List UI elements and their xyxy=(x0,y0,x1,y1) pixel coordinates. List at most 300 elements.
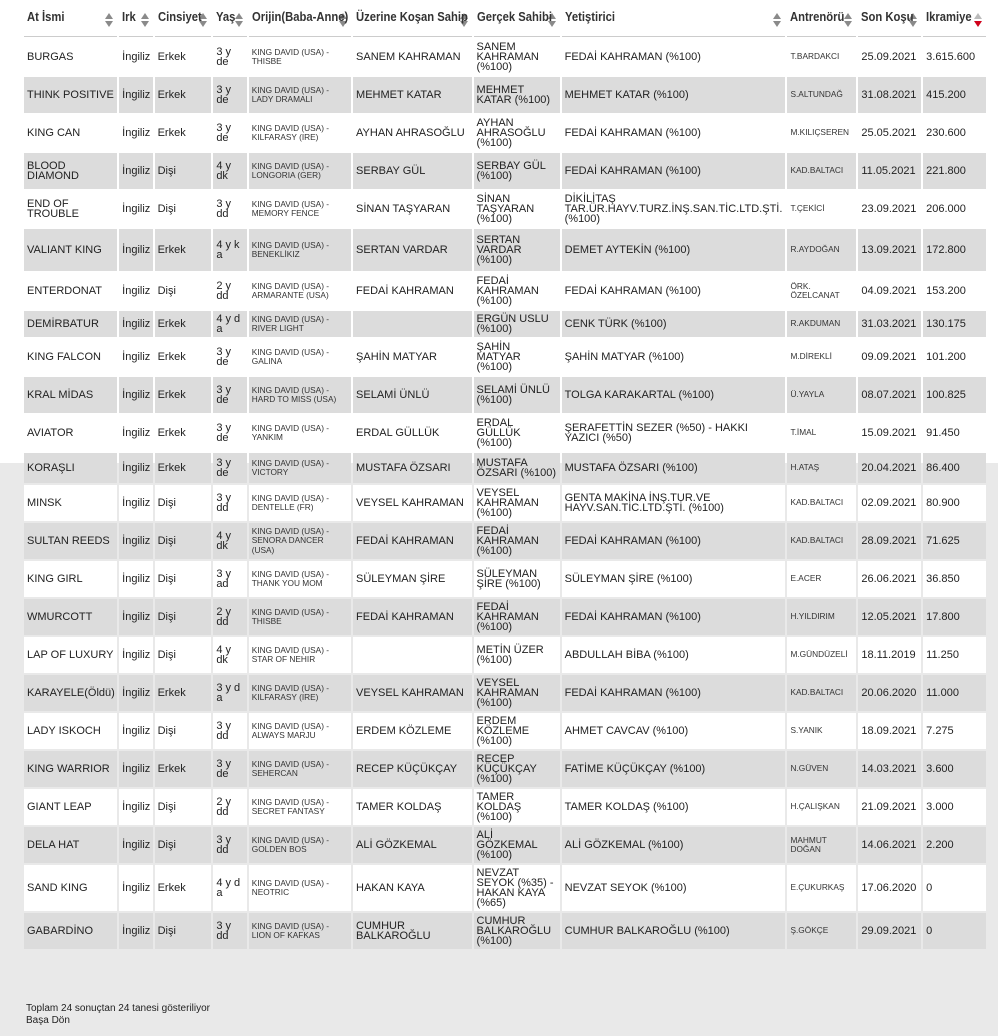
table-row[interactable] xyxy=(24,523,986,559)
horse-name-cell[interactable]: GABARDİNO xyxy=(24,913,117,949)
owner-cell: SÜLEYMAN ŞİRE xyxy=(353,561,472,597)
breeder-cell: TOLGA KARAKARTAL (%100) xyxy=(562,377,786,413)
owner-cell: FEDAİ KAHRAMAN xyxy=(353,273,472,309)
breeder-cell: ŞAHİN MATYAR (%100) xyxy=(562,339,786,375)
prize-cell: 71.625 xyxy=(923,523,986,559)
horse-name-cell[interactable]: KING WARRIOR xyxy=(24,751,117,787)
age-cell: 3 y dd xyxy=(213,191,246,227)
column-header-owner[interactable] xyxy=(353,0,472,37)
breeder-cell: FEDAİ KAHRAMAN (%100) xyxy=(562,115,786,151)
prize-cell: 36.850 xyxy=(923,561,986,597)
table-row[interactable] xyxy=(24,339,986,375)
column-header-label: Üzerine Koşan Sahip xyxy=(356,10,468,24)
origin-cell: KING DAVID (USA) - YANKIM xyxy=(249,415,351,451)
last-race-cell: 23.09.2021 xyxy=(858,191,921,227)
column-header-trainer[interactable] xyxy=(787,0,856,37)
origin-cell: KING DAVID (USA) - STAR OF NEHIR xyxy=(249,637,351,673)
last-race-cell: 18.11.2019 xyxy=(858,637,921,673)
table-row[interactable] xyxy=(24,311,986,337)
table-row[interactable] xyxy=(24,415,986,451)
last-race-cell: 12.05.2021 xyxy=(858,599,921,635)
owner-cell: CUMHUR BALKAROĞLU xyxy=(353,913,472,949)
column-header-breeder[interactable] xyxy=(562,0,786,37)
column-header-gender[interactable] xyxy=(155,0,212,37)
age-cell: 3 y de xyxy=(213,751,246,787)
trainer-cell: KAD.BALTACI xyxy=(787,485,856,521)
table-footer xyxy=(26,1003,210,1027)
horse-name-cell[interactable]: DEMİRBATUR xyxy=(24,311,117,337)
prize-cell: 153.200 xyxy=(923,273,986,309)
horse-name-cell[interactable]: KING CAN xyxy=(24,115,117,151)
column-header-label: Yaş xyxy=(216,10,236,24)
real-owner-cell: SANEM KAHRAMAN (%100) xyxy=(474,39,560,75)
last-race-cell: 15.09.2021 xyxy=(858,415,921,451)
column-header-label: Ikramiye xyxy=(926,10,972,24)
prize-cell: 11.250 xyxy=(923,637,986,673)
last-race-cell: 02.09.2021 xyxy=(858,485,921,521)
owner-cell: TAMER KOLDAŞ xyxy=(353,789,472,825)
gender-cell: Dişi xyxy=(155,827,212,863)
horse-name-cell[interactable]: KORAŞLI xyxy=(24,453,117,483)
trainer-cell: T.İMAL xyxy=(787,415,856,451)
owner-cell: RECEP KÜÇÜKÇAY xyxy=(353,751,472,787)
prize-cell: 100.825 xyxy=(923,377,986,413)
table-row[interactable] xyxy=(24,561,986,597)
owner-cell xyxy=(353,311,472,337)
table-row[interactable] xyxy=(24,115,986,151)
last-race-cell: 21.09.2021 xyxy=(858,789,921,825)
sort-icon[interactable] xyxy=(141,12,149,28)
trainer-cell: Ş.GÖKÇE xyxy=(787,913,856,949)
age-cell: 4 y d a xyxy=(213,865,246,911)
prize-cell: 91.450 xyxy=(923,415,986,451)
gender-cell: Erkek xyxy=(155,453,212,483)
breed-cell: İngiliz xyxy=(119,273,152,309)
breeder-cell: MEHMET KATAR (%100) xyxy=(562,77,786,113)
sort-desc-icon[interactable] xyxy=(974,12,982,28)
trainer-cell: ÖRK. ÖZELCANAT xyxy=(787,273,856,309)
age-cell: 3 y de xyxy=(213,453,246,483)
origin-cell: KING DAVID (USA) - GOLDEN BOS xyxy=(249,827,351,863)
gender-cell: Dişi xyxy=(155,599,212,635)
age-cell: 2 y dd xyxy=(213,599,246,635)
owner-cell: HAKAN KAYA xyxy=(353,865,472,911)
column-header-breed[interactable] xyxy=(119,0,152,37)
table-row[interactable] xyxy=(24,713,986,749)
breeder-cell: FEDAİ KAHRAMAN (%100) xyxy=(562,153,786,189)
horse-name-cell[interactable]: SULTAN REEDS xyxy=(24,523,117,559)
trainer-cell: N.GÜVEN xyxy=(787,751,856,787)
last-race-cell: 26.06.2021 xyxy=(858,561,921,597)
origin-cell: KING DAVID (USA) - SENORA DANCER (USA) xyxy=(249,523,351,559)
origin-cell: KING DAVID (USA) - SEHERCAN xyxy=(249,751,351,787)
trainer-cell: R.AYDOĞAN xyxy=(787,229,856,271)
horse-name-cell[interactable]: END OF TROUBLE xyxy=(24,191,117,227)
table-row[interactable] xyxy=(24,637,986,673)
horse-table xyxy=(22,0,988,951)
prize-cell: 0 xyxy=(923,913,986,949)
owner-cell: MEHMET KATAR xyxy=(353,77,472,113)
breeder-cell: FEDAİ KAHRAMAN (%100) xyxy=(562,523,786,559)
sort-icon[interactable] xyxy=(773,12,781,28)
prize-cell: 130.175 xyxy=(923,311,986,337)
horse-name-cell[interactable]: AVIATOR xyxy=(24,415,117,451)
owner-cell: FEDAİ KAHRAMAN xyxy=(353,523,472,559)
breeder-cell: MUSTAFA ÖZSARI (%100) xyxy=(562,453,786,483)
horse-name-cell[interactable]: BLOOD DIAMOND xyxy=(24,153,117,189)
age-cell: 4 y dk xyxy=(213,637,246,673)
age-cell: 3 y de xyxy=(213,377,246,413)
breed-cell: İngiliz xyxy=(119,115,152,151)
column-header-origin[interactable] xyxy=(249,0,351,37)
breed-cell: İngiliz xyxy=(119,827,152,863)
prize-cell: 230.600 xyxy=(923,115,986,151)
origin-cell: KING DAVID (USA) - ALWAYS MARJU xyxy=(249,713,351,749)
age-cell: 2 y dd xyxy=(213,789,246,825)
gender-cell: Dişi xyxy=(155,273,212,309)
gender-cell: Dişi xyxy=(155,191,212,227)
column-header-last-race[interactable] xyxy=(858,0,921,37)
real-owner-cell: ALİ GÖZKEMAL (%100) xyxy=(474,827,560,863)
real-owner-cell: MUSTAFA ÖZSARI (%100) xyxy=(474,453,560,483)
horse-name-cell[interactable]: KING FALCON xyxy=(24,339,117,375)
table-row[interactable] xyxy=(24,485,986,521)
prize-cell: 86.400 xyxy=(923,453,986,483)
column-header-horse-name[interactable] xyxy=(24,0,117,37)
gender-cell: Dişi xyxy=(155,789,212,825)
horse-name-cell[interactable]: ENTERDONAT xyxy=(24,273,117,309)
horse-name-cell[interactable]: BURGAS xyxy=(24,39,117,75)
age-cell: 3 y dd xyxy=(213,713,246,749)
table-row[interactable] xyxy=(24,453,986,483)
real-owner-cell: FEDAİ KAHRAMAN (%100) xyxy=(474,599,560,635)
origin-cell: KING DAVID (USA) - NEOTRIC xyxy=(249,865,351,911)
breed-cell: İngiliz xyxy=(119,485,152,521)
table-row[interactable] xyxy=(24,827,986,863)
column-header-prize[interactable] xyxy=(923,0,986,37)
sort-icon[interactable] xyxy=(105,12,113,28)
breed-cell: İngiliz xyxy=(119,637,152,673)
horse-name-cell[interactable]: WMURCOTT xyxy=(24,599,117,635)
breeder-cell: CUMHUR BALKAROĞLU (%100) xyxy=(562,913,786,949)
breed-cell: İngiliz xyxy=(119,339,152,375)
last-race-cell: 14.06.2021 xyxy=(858,827,921,863)
trainer-cell: E.ÇUKURKAŞ xyxy=(787,865,856,911)
gender-cell: Dişi xyxy=(155,561,212,597)
column-header-label: Gerçek Sahibi xyxy=(476,10,552,24)
table-row[interactable] xyxy=(24,865,986,911)
trainer-cell: Ü.YAYLA xyxy=(787,377,856,413)
prize-cell: 3.615.600 xyxy=(923,39,986,75)
last-race-cell: 20.04.2021 xyxy=(858,453,921,483)
last-race-cell: 25.09.2021 xyxy=(858,39,921,75)
result-summary: Toplam 24 sonuçtan 24 tanesi gösteriliyor xyxy=(26,1003,210,1014)
origin-cell: KING DAVID (USA) - VICTORY xyxy=(249,453,351,483)
owner-cell: AYHAN AHRASOĞLU xyxy=(353,115,472,151)
trainer-cell: KAD.BALTACI xyxy=(787,523,856,559)
last-race-cell: 25.05.2021 xyxy=(858,115,921,151)
gender-cell: Erkek xyxy=(155,39,212,75)
last-race-cell: 17.06.2020 xyxy=(858,865,921,911)
column-header-label: Yetiştirici xyxy=(564,10,615,24)
prize-cell: 415.200 xyxy=(923,77,986,113)
table-body xyxy=(24,39,986,949)
breed-cell: İngiliz xyxy=(119,561,152,597)
breeder-cell: FATİME KÜÇÜKÇAY (%100) xyxy=(562,751,786,787)
trainer-cell: R.AKDUMAN xyxy=(787,311,856,337)
owner-cell: SANEM KAHRAMAN xyxy=(353,39,472,75)
horse-name-cell[interactable]: LAP OF LUXURY xyxy=(24,637,117,673)
owner-cell: SELAMİ ÜNLÜ xyxy=(353,377,472,413)
breeder-cell: ŞERAFETTİN SEZER (%50) - HAKKI YAZICI (%50) xyxy=(562,415,786,451)
column-header-real-owner[interactable] xyxy=(474,0,560,37)
breed-cell: İngiliz xyxy=(119,311,152,337)
trainer-cell: M.KILIÇSEREN xyxy=(787,115,856,151)
real-owner-cell: CUMHUR BALKAROĞLU (%100) xyxy=(474,913,560,949)
gender-cell: Dişi xyxy=(155,637,212,673)
horse-name-cell[interactable]: VALIANT KING xyxy=(24,229,117,271)
origin-cell: KING DAVID (USA) - THISBE xyxy=(249,599,351,635)
origin-cell: KING DAVID (USA) - MEMORY FENCE xyxy=(249,191,351,227)
trainer-cell: M.DİREKLİ xyxy=(787,339,856,375)
real-owner-cell: AYHAN AHRASOĞLU (%100) xyxy=(474,115,560,151)
last-race-cell: 31.08.2021 xyxy=(858,77,921,113)
real-owner-cell: METİN ÜZER (%100) xyxy=(474,637,560,673)
last-race-cell: 08.07.2021 xyxy=(858,377,921,413)
prize-cell: 3.600 xyxy=(923,751,986,787)
sort-icon[interactable] xyxy=(235,12,243,28)
origin-cell: KING DAVID (USA) - LION OF KAFKAS xyxy=(249,913,351,949)
breed-cell: İngiliz xyxy=(119,39,152,75)
real-owner-cell: SELAMİ ÜNLÜ (%100) xyxy=(474,377,560,413)
age-cell: 3 y d a xyxy=(213,675,246,711)
last-race-cell: 09.09.2021 xyxy=(858,339,921,375)
trainer-cell: KAD.BALTACI xyxy=(787,153,856,189)
origin-cell: KING DAVID (USA) - THISBE xyxy=(249,39,351,75)
owner-cell: ALİ GÖZKEMAL xyxy=(353,827,472,863)
prize-cell: 0 xyxy=(923,865,986,911)
table-row[interactable] xyxy=(24,675,986,711)
breed-cell: İngiliz xyxy=(119,77,152,113)
owner-cell: ŞAHİN MATYAR xyxy=(353,339,472,375)
origin-cell: KING DAVID (USA) - BENEKLİKIZ xyxy=(249,229,351,271)
origin-cell: KING DAVID (USA) - LADY DRAMALI xyxy=(249,77,351,113)
column-header-label: Irk xyxy=(122,10,136,24)
age-cell: 3 y de xyxy=(213,39,246,75)
last-race-cell: 04.09.2021 xyxy=(858,273,921,309)
gender-cell: Erkek xyxy=(155,675,212,711)
real-owner-cell: ŞAHİN MATYAR (%100) xyxy=(474,339,560,375)
horse-name-cell[interactable]: GIANT LEAP xyxy=(24,789,117,825)
origin-cell: KING DAVID (USA) - LONGORIA (GER) xyxy=(249,153,351,189)
gender-cell: Erkek xyxy=(155,229,212,271)
breed-cell: İngiliz xyxy=(119,523,152,559)
back-to-top-link[interactable]: Başa Dön xyxy=(26,1015,70,1026)
gender-cell: Erkek xyxy=(155,377,212,413)
last-race-cell: 29.09.2021 xyxy=(858,913,921,949)
gender-cell: Erkek xyxy=(155,311,212,337)
age-cell: 4 y dk xyxy=(213,153,246,189)
last-race-cell: 11.05.2021 xyxy=(858,153,921,189)
owner-cell: MUSTAFA ÖZSARI xyxy=(353,453,472,483)
real-owner-cell: ERDEM KÖZLEME (%100) xyxy=(474,713,560,749)
breed-cell: İngiliz xyxy=(119,191,152,227)
prize-cell: 11.000 xyxy=(923,675,986,711)
last-race-cell: 28.09.2021 xyxy=(858,523,921,559)
horse-name-cell[interactable]: DELA HAT xyxy=(24,827,117,863)
origin-cell: KING DAVID (USA) - GALINA xyxy=(249,339,351,375)
breeder-cell: SÜLEYMAN ŞİRE (%100) xyxy=(562,561,786,597)
real-owner-cell: VEYSEL KAHRAMAN (%100) xyxy=(474,675,560,711)
table-row[interactable] xyxy=(24,153,986,189)
table-row[interactable] xyxy=(24,229,986,271)
breeder-cell: FEDAİ KAHRAMAN (%100) xyxy=(562,39,786,75)
age-cell: 4 y dk xyxy=(213,523,246,559)
origin-cell: KING DAVID (USA) - THANK YOU MOM xyxy=(249,561,351,597)
breed-cell: İngiliz xyxy=(119,153,152,189)
horse-name-cell[interactable]: THINK POSITIVE xyxy=(24,77,117,113)
breeder-cell: FEDAİ KAHRAMAN (%100) xyxy=(562,599,786,635)
owner-cell: SERBAY GÜL xyxy=(353,153,472,189)
prize-cell: 2.200 xyxy=(923,827,986,863)
table-row[interactable] xyxy=(24,77,986,113)
trainer-cell: T.ÇEKİCİ xyxy=(787,191,856,227)
prize-cell: 7.275 xyxy=(923,713,986,749)
breed-cell: İngiliz xyxy=(119,713,152,749)
horse-name-cell[interactable]: KRAL MİDAS xyxy=(24,377,117,413)
owner-cell: SERTAN VARDAR xyxy=(353,229,472,271)
table-row[interactable] xyxy=(24,39,986,75)
origin-cell: KING DAVID (USA) - DENTELLE (FR) xyxy=(249,485,351,521)
breeder-cell: FEDAİ KAHRAMAN (%100) xyxy=(562,273,786,309)
horse-name-cell[interactable]: MINSK xyxy=(24,485,117,521)
breeder-cell: GENTA MAKİNA İNŞ.TUR.VE HAYV.SAN.TİC.LTD.ŞTİ. (%100) xyxy=(562,485,786,521)
real-owner-cell: FEDAİ KAHRAMAN (%100) xyxy=(474,523,560,559)
breeder-cell: CENK TÜRK (%100) xyxy=(562,311,786,337)
column-header-age[interactable] xyxy=(213,0,246,37)
origin-cell: KING DAVID (USA) - KILFARASY (IRE) xyxy=(249,675,351,711)
origin-cell: KING DAVID (USA) - SECRET FANTASY xyxy=(249,789,351,825)
table-row[interactable] xyxy=(24,377,986,413)
breed-cell: İngiliz xyxy=(119,865,152,911)
trainer-cell: H.ÇALIŞKAN xyxy=(787,789,856,825)
owner-cell: VEYSEL KAHRAMAN xyxy=(353,485,472,521)
owner-cell: ERDAL GÜLLÜK xyxy=(353,415,472,451)
owner-cell: FEDAİ KAHRAMAN xyxy=(353,599,472,635)
gender-cell: Erkek xyxy=(155,415,212,451)
origin-cell: KING DAVID (USA) - ARMARANTE (USA) xyxy=(249,273,351,309)
age-cell: 3 y dd xyxy=(213,485,246,521)
trainer-cell: H.ATAŞ xyxy=(787,453,856,483)
breed-cell: İngiliz xyxy=(119,415,152,451)
breeder-cell: AHMET CAVCAV (%100) xyxy=(562,713,786,749)
table-row[interactable] xyxy=(24,789,986,825)
prize-cell: 101.200 xyxy=(923,339,986,375)
table-row[interactable] xyxy=(24,913,986,949)
owner-cell: SİNAN TAŞYARAN xyxy=(353,191,472,227)
column-header-label: Antrenörü xyxy=(790,10,845,24)
breeder-cell: NEVZAT SEYOK (%100) xyxy=(562,865,786,911)
table-row[interactable] xyxy=(24,599,986,635)
table-row[interactable] xyxy=(24,191,986,227)
trainer-cell: M.GÜNDÜZELİ xyxy=(787,637,856,673)
breeder-cell: DİKİLİTAŞ TAR.ÜR.HAYV.TURZ.İNŞ.SAN.TİC.LTD.ŞTİ. (%100) xyxy=(562,191,786,227)
real-owner-cell: NEVZAT SEYOK (%35) - HAKAN KAYA (%65) xyxy=(474,865,560,911)
trainer-cell: H.YILDIRIM xyxy=(787,599,856,635)
horse-name-cell[interactable]: SAND KING xyxy=(24,865,117,911)
prize-cell: 221.800 xyxy=(923,153,986,189)
age-cell: 3 y ad xyxy=(213,561,246,597)
age-cell: 3 y de xyxy=(213,77,246,113)
age-cell: 3 y dd xyxy=(213,827,246,863)
trainer-cell: T.BARDAKCI xyxy=(787,39,856,75)
trainer-cell: S.ALTUNDAĞ xyxy=(787,77,856,113)
column-header-label: Cinsiyet xyxy=(157,10,202,24)
horse-name-cell[interactable]: LADY ISKOCH xyxy=(24,713,117,749)
breeder-cell: ABDULLAH BİBA (%100) xyxy=(562,637,786,673)
horse-name-cell[interactable]: KING GIRL xyxy=(24,561,117,597)
table-header-row xyxy=(24,0,986,37)
breed-cell: İngiliz xyxy=(119,675,152,711)
age-cell: 3 y de xyxy=(213,415,246,451)
column-header-label: Son Koşu xyxy=(861,10,914,24)
breed-cell: İngiliz xyxy=(119,377,152,413)
gender-cell: Erkek xyxy=(155,751,212,787)
owner-cell: ERDEM KÖZLEME xyxy=(353,713,472,749)
trainer-cell: MAHMUT DOĞAN xyxy=(787,827,856,863)
age-cell: 3 y de xyxy=(213,339,246,375)
gender-cell: Erkek xyxy=(155,77,212,113)
horse-name-cell[interactable]: KARAYELE(Öldü) xyxy=(24,675,117,711)
table-row[interactable] xyxy=(24,273,986,309)
real-owner-cell: SERBAY GÜL (%100) xyxy=(474,153,560,189)
breeder-cell: FEDAİ KAHRAMAN (%100) xyxy=(562,675,786,711)
breeder-cell: ALİ GÖZKEMAL (%100) xyxy=(562,827,786,863)
real-owner-cell: SİNAN TAŞYARAN (%100) xyxy=(474,191,560,227)
origin-cell: KING DAVID (USA) - HARD TO MISS (USA) xyxy=(249,377,351,413)
sort-icon[interactable] xyxy=(844,12,852,28)
age-cell: 3 y dd xyxy=(213,913,246,949)
prize-cell: 17.800 xyxy=(923,599,986,635)
age-cell: 4 y d a xyxy=(213,311,246,337)
last-race-cell: 20.06.2020 xyxy=(858,675,921,711)
table-row[interactable] xyxy=(24,751,986,787)
column-header-label: Orijin(Baba-Anne) xyxy=(251,10,348,24)
real-owner-cell: VEYSEL KAHRAMAN (%100) xyxy=(474,485,560,521)
breed-cell: İngiliz xyxy=(119,453,152,483)
breeder-cell: DEMET AYTEKİN (%100) xyxy=(562,229,786,271)
real-owner-cell: TAMER KOLDAŞ (%100) xyxy=(474,789,560,825)
real-owner-cell: ERGÜN USLU (%100) xyxy=(474,311,560,337)
origin-cell: KING DAVID (USA) - KILFARASY (IRE) xyxy=(249,115,351,151)
prize-cell: 3.000 xyxy=(923,789,986,825)
gender-cell: Dişi xyxy=(155,523,212,559)
gender-cell: Erkek xyxy=(155,115,212,151)
owner-cell: VEYSEL KAHRAMAN xyxy=(353,675,472,711)
age-cell: 3 y de xyxy=(213,115,246,151)
real-owner-cell: RECEP KÜÇÜKÇAY (%100) xyxy=(474,751,560,787)
breed-cell: İngiliz xyxy=(119,229,152,271)
origin-cell: KING DAVID (USA) - RIVER LIGHT xyxy=(249,311,351,337)
trainer-cell: S.YANIK xyxy=(787,713,856,749)
real-owner-cell: ERDAL GÜLLÜK (%100) xyxy=(474,415,560,451)
age-cell: 4 y k a xyxy=(213,229,246,271)
prize-cell: 206.000 xyxy=(923,191,986,227)
breed-cell: İngiliz xyxy=(119,913,152,949)
gender-cell: Dişi xyxy=(155,913,212,949)
gender-cell: Erkek xyxy=(155,865,212,911)
gender-cell: Erkek xyxy=(155,339,212,375)
